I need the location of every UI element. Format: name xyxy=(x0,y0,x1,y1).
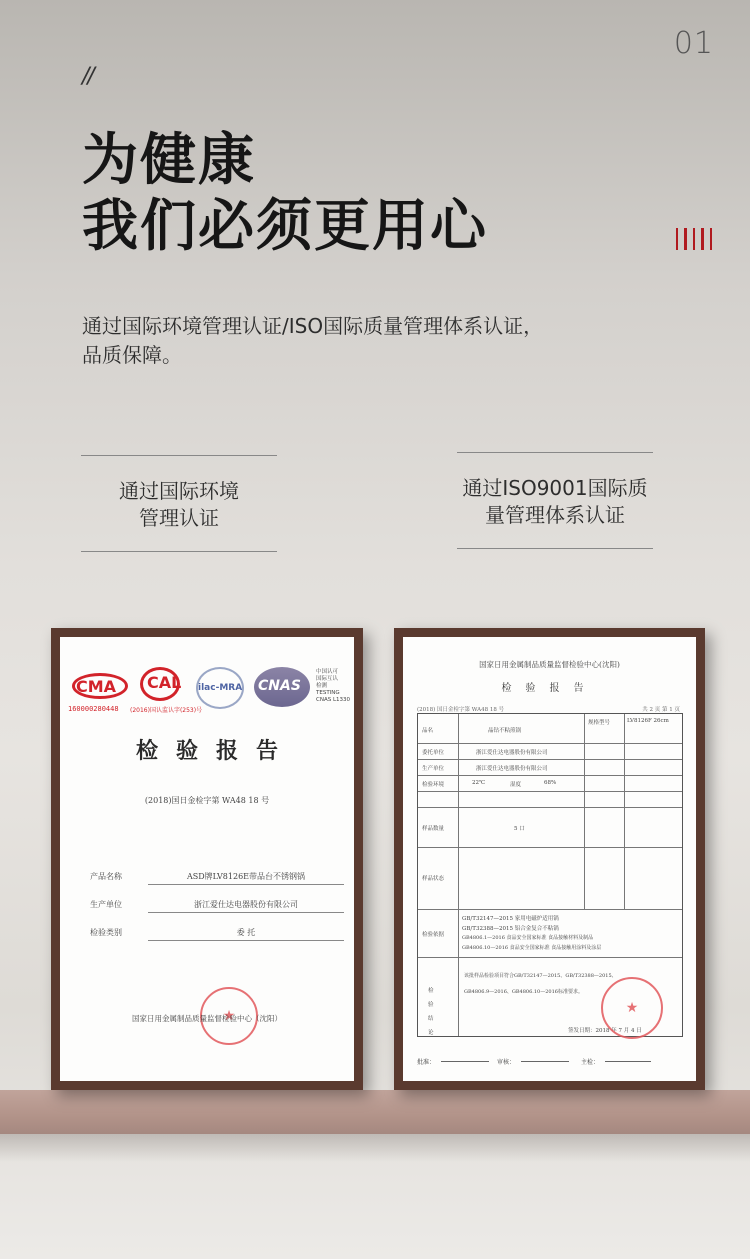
report-number: (2018)国日金检字第 WA48 18 号 xyxy=(144,796,270,805)
row-key: 产品名称 xyxy=(90,872,122,881)
issue-date: 签发日期：2018 年 7 月 4 日 xyxy=(568,1028,642,1034)
cell-key: 品名 xyxy=(422,728,434,734)
certificate-detail-page xyxy=(403,637,696,1081)
signature-approve-mark xyxy=(441,1061,489,1062)
cert-label-iso-line1: 通过ISO9001国际质 xyxy=(462,476,648,500)
cell-key: 检验环境 xyxy=(422,782,445,788)
signature-main-mark xyxy=(605,1061,651,1062)
ilac-logo-text: ilac-MRA xyxy=(198,683,243,693)
report-heading: 检验报告 xyxy=(135,738,296,764)
title-line-2: 我们必须更用心 xyxy=(82,194,488,259)
cell-key: 样品数量 xyxy=(422,826,445,832)
cell-value: 22℃ xyxy=(472,780,486,786)
detail-heading: 检验报告 xyxy=(501,683,598,694)
cma-number: 160000280448 xyxy=(68,705,119,713)
detail-report-number: (2018) 国日金检字第 WA48 18 号 xyxy=(417,707,505,713)
table-row xyxy=(418,744,682,760)
report-row xyxy=(90,865,344,885)
cell-value: 晶钻不粘煎锅 xyxy=(488,728,522,734)
table-row xyxy=(418,808,682,848)
cell-key: 样品状态 xyxy=(422,876,445,882)
conclusion-line: GB4806.9—2016、GB4806.10—2016标准要求。 xyxy=(464,989,583,995)
basis-line: GB/T32388—2015 铝合金复合不粘锅 xyxy=(462,926,559,932)
decorative-stripes-icon xyxy=(676,228,712,250)
row-value: 浙江爱仕达电器股份有限公司 xyxy=(148,899,344,913)
row-value: 委 托 xyxy=(148,927,344,941)
detail-organization: 国家日用金属制品质量监督检验中心(沈阳) xyxy=(479,660,620,669)
cell-key: 生产单位 xyxy=(422,766,445,772)
report-row xyxy=(90,893,344,913)
table-row xyxy=(418,714,682,744)
cell-value: 68% xyxy=(544,780,557,786)
page-number: 01 xyxy=(673,26,714,61)
cell-value: 5 口 xyxy=(514,826,525,832)
section-slashes: // xyxy=(82,64,93,89)
table-row xyxy=(418,760,682,776)
cell-value: LV8126F 26cm xyxy=(627,718,669,724)
cert-label-environment xyxy=(81,455,277,552)
cell-key: 规格型号 xyxy=(588,720,611,726)
row-key: 生产单位 xyxy=(90,900,122,909)
basis-line: GB4806.1—2016 食品安全国家标准 食品接触材料及制品 xyxy=(462,935,594,941)
certificate-cover xyxy=(60,637,354,1081)
basis-line: GB4806.10—2016 食品安全国家标准 食品接触用涂料及涂层 xyxy=(462,945,602,951)
row-value: ASD牌LV8126E带品台不锈钢锅 xyxy=(148,871,344,885)
accreditation-logos xyxy=(68,665,351,717)
page-subtitle: 通过国际环境管理认证/ISO国际质量管理体系认证，品质保障。 xyxy=(82,314,544,367)
issuing-organization: 国家日用金属制品质量监督检验中心（沈阳） xyxy=(132,1014,282,1023)
cal-caption: (2016)国认监认字(253)号 xyxy=(130,707,203,714)
cell-value: 浙江爱仕达电器股份有限公司 xyxy=(476,766,548,772)
table-row xyxy=(418,776,682,792)
report-row xyxy=(90,921,344,941)
conclusion-line: 该批样品检验项目符合GB/T32147—2015、GB/T32388—2015、 xyxy=(464,973,617,979)
title-line-1: 为健康 xyxy=(82,128,256,193)
signature-review-mark xyxy=(521,1061,569,1062)
signature-approve-label: 批准： xyxy=(417,1059,436,1066)
table-row xyxy=(418,910,682,958)
wooden-shelf xyxy=(0,1090,750,1134)
cnas-logo-text: CNAS xyxy=(258,678,301,694)
cert-label-iso-line2: 量管理体系认证 xyxy=(485,503,625,527)
cert-label-iso9001 xyxy=(457,452,653,549)
cell-value: 浙江爱仕达电器股份有限公司 xyxy=(476,750,548,756)
shelf-shadow xyxy=(0,1134,750,1162)
basis-line: GB/T32147—2015 家用电磁炉适用锅 xyxy=(462,916,559,922)
table-row xyxy=(418,792,682,808)
cert-label-env-line1: 通过国际环境 xyxy=(119,479,239,503)
cal-logo-text: CAL xyxy=(147,673,182,692)
table-row xyxy=(418,848,682,910)
row-key: 检验类别 xyxy=(90,928,122,937)
cnas-side-text: 中国认可 国际互认 检测 TESTING CNAS L1330 xyxy=(316,669,351,703)
cell-key: 检验结论 xyxy=(428,988,434,1036)
cell-key: 委托单位 xyxy=(422,750,445,756)
cell-key: 检验依据 xyxy=(422,932,445,938)
cell-key: 湿度 xyxy=(510,782,522,788)
signature-review-label: 审核： xyxy=(497,1059,516,1066)
page-title xyxy=(82,128,488,260)
official-seal-icon xyxy=(601,977,663,1039)
cma-logo-text: CMA xyxy=(76,677,117,696)
cert-label-env-line2: 管理认证 xyxy=(139,506,219,530)
certificate-frame-1 xyxy=(51,628,363,1090)
certificate-frame-2 xyxy=(394,628,705,1090)
signature-main-label: 主检： xyxy=(581,1059,600,1066)
detail-page-count: 共 2 页 第 1 页 xyxy=(642,707,680,713)
